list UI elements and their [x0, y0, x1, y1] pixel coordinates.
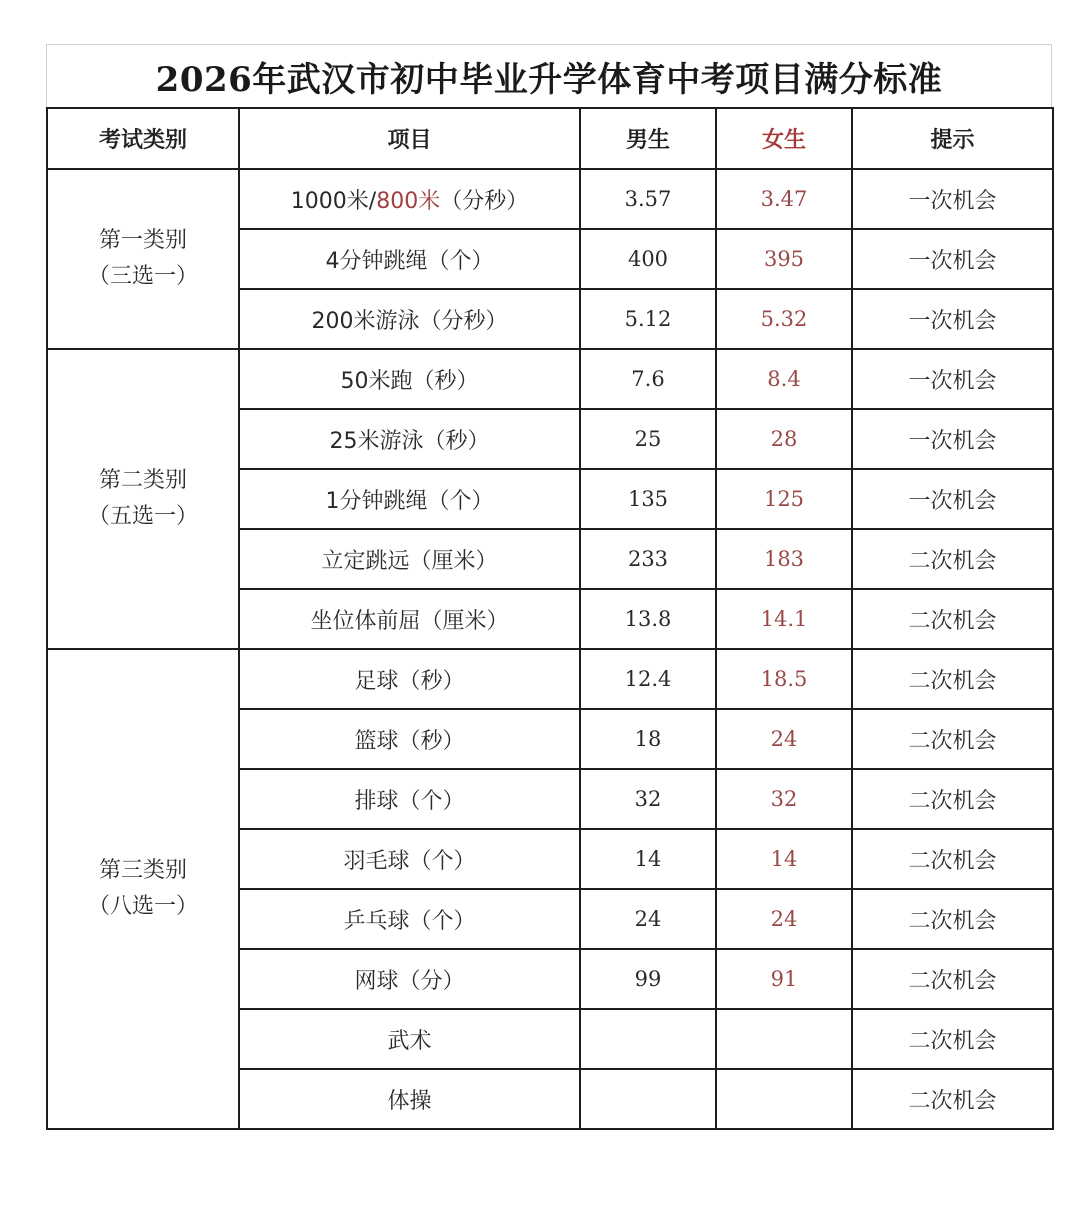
male-value: 25	[580, 409, 716, 469]
female-value: 395	[716, 229, 852, 289]
item-cell: 25米游泳（秒）	[239, 409, 580, 469]
female-value: 32	[716, 769, 852, 829]
note-cell: 一次机会	[852, 469, 1053, 529]
male-value	[580, 1009, 716, 1069]
table-row	[47, 649, 1053, 709]
note-cell: 二次机会	[852, 949, 1053, 1009]
note-cell: 二次机会	[852, 709, 1053, 769]
note-cell: 一次机会	[852, 229, 1053, 289]
female-value: 24	[716, 889, 852, 949]
female-value	[716, 1069, 852, 1129]
header-note: 提示	[852, 108, 1053, 169]
female-value: 5.32	[716, 289, 852, 349]
note-cell: 一次机会	[852, 169, 1053, 229]
male-value: 18	[580, 709, 716, 769]
item-cell: 坐位体前屈（厘米）	[239, 589, 580, 649]
item-cell: 网球（分）	[239, 949, 580, 1009]
note-cell: 二次机会	[852, 589, 1053, 649]
note-cell: 二次机会	[852, 529, 1053, 589]
standards-table	[46, 107, 1054, 1130]
item-suffix: （分秒）	[440, 188, 529, 214]
female-value: 14.1	[716, 589, 852, 649]
note-cell: 二次机会	[852, 889, 1053, 949]
item-cell	[239, 169, 580, 229]
item-cell: 立定跳远（厘米）	[239, 529, 580, 589]
item-cell: 乒乓球（个）	[239, 889, 580, 949]
item-cell: 武术	[239, 1009, 580, 1069]
header-male: 男生	[580, 108, 716, 169]
table-row	[47, 349, 1053, 409]
category-name: 第一类别	[98, 228, 187, 253]
note-cell: 一次机会	[852, 409, 1053, 469]
male-value: 14	[580, 829, 716, 889]
note-cell: 二次机会	[852, 829, 1053, 889]
item-cell: 羽毛球（个）	[239, 829, 580, 889]
female-value: 14	[716, 829, 852, 889]
table-row	[47, 169, 1053, 229]
female-value: 125	[716, 469, 852, 529]
note-cell: 一次机会	[852, 349, 1053, 409]
item-highlight: 800米	[376, 188, 441, 214]
item-cell: 200米游泳（分秒）	[239, 289, 580, 349]
standards-sheet	[46, 44, 1052, 1130]
category-cell	[47, 169, 239, 349]
female-value: 24	[716, 709, 852, 769]
category-cell	[47, 349, 239, 649]
item-prefix: 1000米	[290, 188, 369, 214]
male-value: 135	[580, 469, 716, 529]
item-cell: 足球（秒）	[239, 649, 580, 709]
female-value: 91	[716, 949, 852, 1009]
male-value: 5.12	[580, 289, 716, 349]
category-choice: （八选一）	[87, 894, 198, 919]
female-value	[716, 1009, 852, 1069]
note-cell: 二次机会	[852, 769, 1053, 829]
female-value: 183	[716, 529, 852, 589]
item-cell: 体操	[239, 1069, 580, 1129]
category-name: 第三类别	[98, 858, 187, 883]
male-value	[580, 1069, 716, 1129]
male-value: 7.6	[580, 349, 716, 409]
male-value: 12.4	[580, 649, 716, 709]
note-cell: 二次机会	[852, 1069, 1053, 1129]
category-name: 第二类别	[98, 468, 187, 493]
header-category: 考试类别	[47, 108, 239, 169]
male-value: 99	[580, 949, 716, 1009]
female-value: 3.47	[716, 169, 852, 229]
category-choice: （五选一）	[87, 504, 198, 529]
male-value: 400	[580, 229, 716, 289]
female-value: 8.4	[716, 349, 852, 409]
table-title: 2026年武汉市初中毕业升学体育中考项目满分标准	[46, 44, 1052, 107]
note-cell: 二次机会	[852, 1009, 1053, 1069]
male-value: 233	[580, 529, 716, 589]
item-cell: 4分钟跳绳（个）	[239, 229, 580, 289]
male-value: 32	[580, 769, 716, 829]
male-value: 24	[580, 889, 716, 949]
note-cell: 二次机会	[852, 649, 1053, 709]
item-cell: 50米跑（秒）	[239, 349, 580, 409]
item-cell: 排球（个）	[239, 769, 580, 829]
item-slash: /	[368, 188, 377, 214]
header-female: 女生	[716, 108, 852, 169]
header-row	[47, 108, 1053, 169]
male-value: 3.57	[580, 169, 716, 229]
header-item: 项目	[239, 108, 580, 169]
male-value: 13.8	[580, 589, 716, 649]
female-value: 28	[716, 409, 852, 469]
item-cell: 1分钟跳绳（个）	[239, 469, 580, 529]
female-value: 18.5	[716, 649, 852, 709]
category-cell	[47, 649, 239, 1129]
note-cell: 一次机会	[852, 289, 1053, 349]
category-choice: （三选一）	[87, 264, 198, 289]
item-cell: 篮球（秒）	[239, 709, 580, 769]
